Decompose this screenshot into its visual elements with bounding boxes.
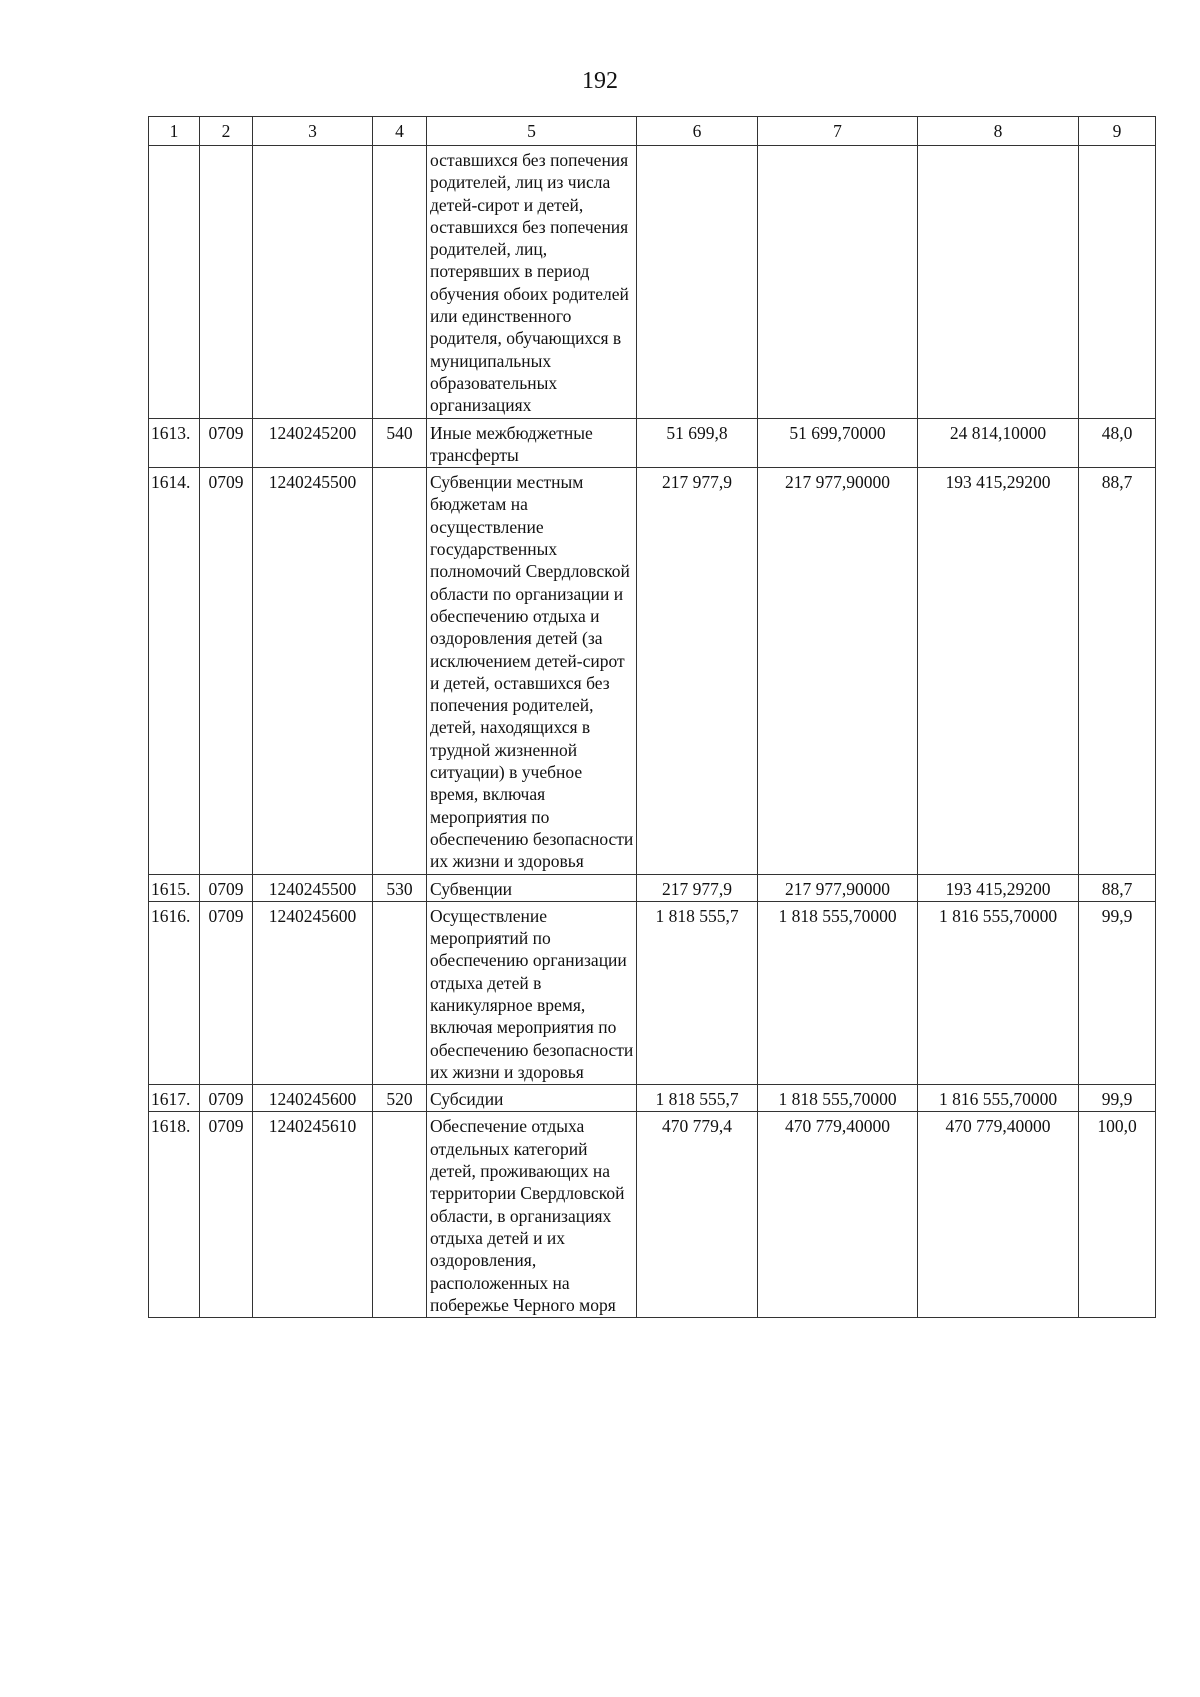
item-name: Субсидии (427, 1085, 637, 1112)
budget-table (148, 116, 1156, 1318)
column-header: 1 (149, 117, 200, 146)
execution-percent: 88,7 (1079, 468, 1156, 874)
row-number: 1614. (149, 468, 200, 874)
approved-amount: 51 699,8 (637, 418, 758, 468)
table-row (149, 468, 1156, 874)
target-article-code: 1240245610 (253, 1112, 373, 1318)
approved-amount: 1 818 555,7 (637, 1085, 758, 1112)
expense-type-code (373, 468, 427, 874)
execution-percent: 99,9 (1079, 901, 1156, 1084)
expense-type-code (373, 901, 427, 1084)
row-number (149, 146, 200, 419)
approved-amount: 1 818 555,7 (637, 901, 758, 1084)
section-code: 0709 (200, 468, 253, 874)
section-code: 0709 (200, 418, 253, 468)
execution-percent: 48,0 (1079, 418, 1156, 468)
row-number: 1616. (149, 901, 200, 1084)
section-code: 0709 (200, 901, 253, 1084)
table-row (149, 874, 1156, 901)
section-code: 0709 (200, 874, 253, 901)
row-number: 1615. (149, 874, 200, 901)
execution-percent: 99,9 (1079, 1085, 1156, 1112)
table-row (149, 1112, 1156, 1318)
executed-amount: 1 816 555,70000 (918, 1085, 1079, 1112)
table-row (149, 901, 1156, 1084)
page-number: 192 (582, 68, 618, 94)
approved-amount: 217 977,9 (637, 468, 758, 874)
execution-percent: 88,7 (1079, 874, 1156, 901)
table-row (149, 146, 1156, 419)
column-header: 5 (427, 117, 637, 146)
target-article-code: 1240245600 (253, 901, 373, 1084)
row-number: 1617. (149, 1085, 200, 1112)
column-header: 4 (373, 117, 427, 146)
expense-type-code (373, 1112, 427, 1318)
item-name: Осуществление мероприятий по обеспечению организации отдыха детей в каникулярное время, включая мероприятия по обеспечению безопасности их жизни и здоровья (427, 901, 637, 1084)
refined-amount: 1 818 555,70000 (758, 901, 918, 1084)
executed-amount: 24 814,10000 (918, 418, 1079, 468)
expense-type-code: 520 (373, 1085, 427, 1112)
refined-amount: 217 977,90000 (758, 874, 918, 901)
refined-amount: 51 699,70000 (758, 418, 918, 468)
refined-amount: 470 779,40000 (758, 1112, 918, 1318)
executed-amount (918, 146, 1079, 419)
column-header: 7 (758, 117, 918, 146)
section-code: 0709 (200, 1112, 253, 1318)
executed-amount: 193 415,29200 (918, 874, 1079, 901)
approved-amount: 470 779,4 (637, 1112, 758, 1318)
target-article-code (253, 146, 373, 419)
column-header: 8 (918, 117, 1079, 146)
item-name: Обеспечение отдыха отдельных категорий детей, проживающих на территории Свердловской области, в организациях отдыха детей и их оздоровления, расположенных на побережье Черного моря (427, 1112, 637, 1318)
section-code: 0709 (200, 1085, 253, 1112)
row-number: 1613. (149, 418, 200, 468)
table-header-row (149, 117, 1156, 146)
item-name: оставшихся без попечения родителей, лиц из числа детей-сирот и детей, оставшихся без попечения родителей, лиц, потерявших в период обучения обоих родителей или единственного родителя, обучающихся в муниципальных образовательных организациях (427, 146, 637, 419)
item-name: Субвенции (427, 874, 637, 901)
execution-percent (1079, 146, 1156, 419)
target-article-code: 1240245500 (253, 874, 373, 901)
expense-type-code: 540 (373, 418, 427, 468)
refined-amount: 1 818 555,70000 (758, 1085, 918, 1112)
refined-amount (758, 146, 918, 419)
approved-amount: 217 977,9 (637, 874, 758, 901)
execution-percent: 100,0 (1079, 1112, 1156, 1318)
column-header: 9 (1079, 117, 1156, 146)
approved-amount (637, 146, 758, 419)
column-header: 6 (637, 117, 758, 146)
item-name: Иные межбюджетные трансферты (427, 418, 637, 468)
section-code (200, 146, 253, 419)
target-article-code: 1240245200 (253, 418, 373, 468)
target-article-code: 1240245600 (253, 1085, 373, 1112)
column-header: 3 (253, 117, 373, 146)
column-header: 2 (200, 117, 253, 146)
expense-type-code: 530 (373, 874, 427, 901)
refined-amount: 217 977,90000 (758, 468, 918, 874)
row-number: 1618. (149, 1112, 200, 1318)
executed-amount: 1 816 555,70000 (918, 901, 1079, 1084)
table-row (149, 1085, 1156, 1112)
target-article-code: 1240245500 (253, 468, 373, 874)
table-row (149, 418, 1156, 468)
expense-type-code (373, 146, 427, 419)
item-name: Субвенции местным бюджетам на осуществление государственных полномочий Свердловской области по организации и обеспечению отдыха и оздоровления детей (за исключением детей-сирот и детей, оставшихся без попечения родителей, детей, находящихся в трудной жизненной ситуации) в учебное время, включая мероприятия по обеспечению безопасности их жизни и здоровья (427, 468, 637, 874)
executed-amount: 193 415,29200 (918, 468, 1079, 874)
executed-amount: 470 779,40000 (918, 1112, 1079, 1318)
